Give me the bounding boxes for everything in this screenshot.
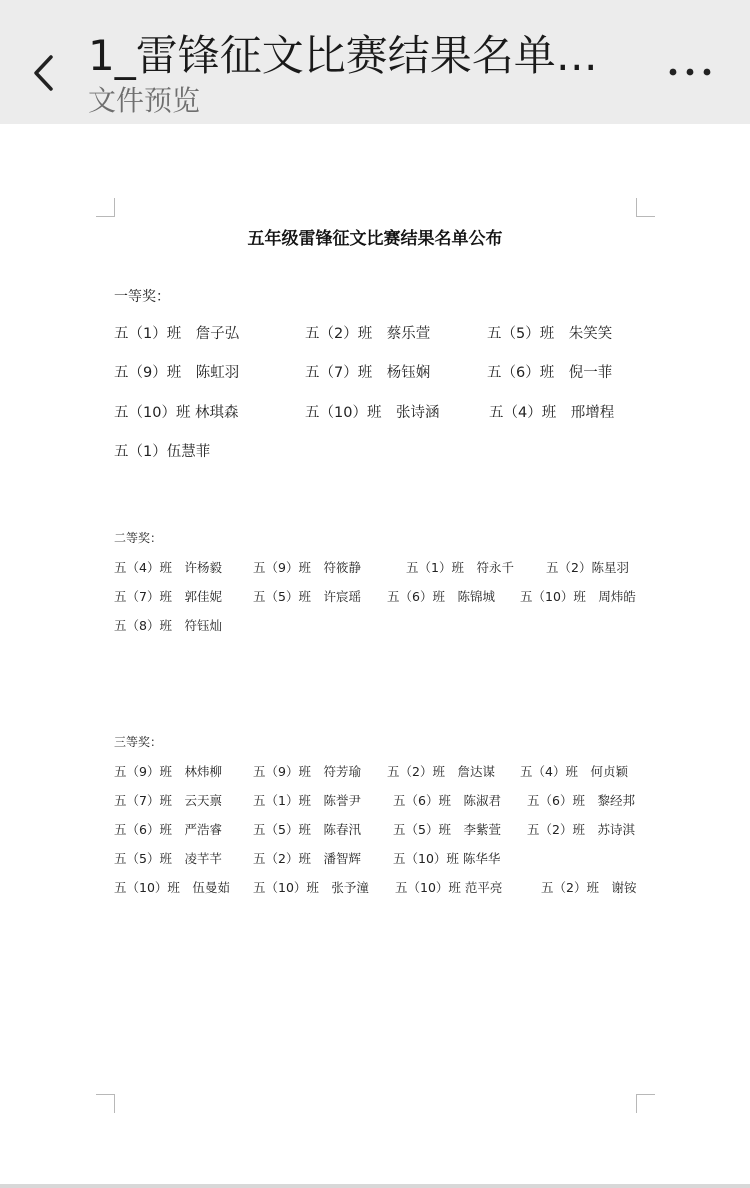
winner-entry: 五（9）班 林炜柳: [114, 764, 222, 779]
more-icon: [668, 67, 712, 77]
document-viewer[interactable]: [0, 124, 750, 1188]
winner-entry: 五（2）班 谢铵: [541, 880, 637, 895]
winner-entry: 五（7）班 杨钰娴: [305, 365, 431, 381]
winner-entry: 五（6）班 严浩睿: [114, 822, 222, 837]
winner-entry: 五（9）班 符筱静: [253, 560, 361, 575]
first-prize-row: [0, 401, 750, 425]
winner-entry: 五（10）班 林琪森: [114, 405, 239, 421]
winner-entry: 五（10）班 陈华华: [393, 851, 501, 866]
winner-entry: 五（6）班 陈淑君: [393, 793, 501, 808]
winner-entry: 五（10）班 范平亮: [395, 880, 503, 895]
bottom-divider: [0, 1184, 750, 1188]
third-prize-row: [0, 791, 750, 815]
crop-mark-top-right: [636, 198, 655, 217]
winner-entry: 五（7）班 云天禀: [114, 793, 222, 808]
winner-entry: 五（6）班 黎经邦: [527, 793, 635, 808]
app-header: [0, 0, 750, 124]
third-prize-row: [0, 820, 750, 844]
third-prize-row: [0, 878, 750, 902]
winner-entry: 五（2）陈星羽: [546, 560, 629, 575]
winner-entry: 五（9）班 陈虹羽: [114, 365, 240, 381]
document-title: 五年级雷锋征文比赛结果名单公布: [247, 229, 503, 249]
winner-entry: 五（2）班 潘智辉: [253, 851, 361, 866]
winner-entry: 五（1）伍慧菲: [114, 444, 211, 460]
winner-entry: 五（10）班 张诗涵: [305, 405, 440, 421]
crop-mark-bottom-right: [636, 1094, 655, 1113]
winner-entry: 五（2）班 蔡乐萱: [305, 326, 431, 342]
more-button[interactable]: [662, 54, 718, 90]
winner-entry: 五（6）班 倪一菲: [487, 365, 613, 381]
winner-entry: 五（4）班 何贞颖: [520, 764, 628, 779]
winner-entry: 五（10）班 张予潼: [253, 880, 369, 895]
winner-entry: 五（4）班 邢增程: [489, 405, 615, 421]
back-button[interactable]: [24, 50, 64, 96]
winner-entry: 五（2）班 苏诗淇: [527, 822, 635, 837]
winner-entry: 五（9）班 符芳瑜: [253, 764, 361, 779]
second-prize-row: [0, 558, 750, 582]
winner-entry: 五（2）班 詹达谋: [387, 764, 495, 779]
first-prize-row: [0, 440, 750, 464]
winner-entry: 五（7）班 郭佳妮: [114, 589, 222, 604]
first-prize-row: [0, 322, 750, 346]
winner-entry: 五（8）班 符钰灿: [114, 618, 222, 633]
second-prize-row: [0, 616, 750, 640]
third-prize-row: [0, 849, 750, 873]
file-preview-label: 文件预览: [88, 84, 201, 117]
winner-entry: 五（6）班 陈锦城: [387, 589, 495, 604]
second-prize-row: [0, 587, 750, 611]
winner-entry: 五（4）班 许杨毅: [114, 560, 222, 575]
crop-mark-bottom-left: [96, 1094, 115, 1113]
winner-entry: 五（10）班 周炜皓: [520, 589, 636, 604]
winner-entry: 五（1）班 符永千: [406, 560, 514, 575]
winner-entry: 五（5）班 凌芊芊: [114, 851, 222, 866]
third-prize-row: [0, 762, 750, 786]
first-prize-label: 一等奖：: [114, 289, 170, 305]
winner-entry: 五（5）班 许宸瑶: [253, 589, 361, 604]
third-prize-label: 三等奖：: [114, 735, 163, 749]
crop-mark-top-left: [96, 198, 115, 217]
first-prize-row: [0, 361, 750, 385]
winner-entry: 五（1）班 詹子弘: [114, 326, 240, 342]
chevron-left-icon: [31, 53, 57, 93]
winner-entry: 五（1）班 陈誉尹: [253, 793, 361, 808]
second-prize-label: 二等奖：: [114, 531, 163, 545]
winner-entry: 五（5）班 李紫萱: [393, 822, 501, 837]
winner-entry: 五（5）班 陈春汛: [253, 822, 361, 837]
winner-entry: 五（5）班 朱笑笑: [487, 326, 613, 342]
winner-entry: 五（10）班 伍曼茹: [114, 880, 230, 895]
file-title: 1_雷锋征文比赛结果名单…: [88, 31, 598, 80]
